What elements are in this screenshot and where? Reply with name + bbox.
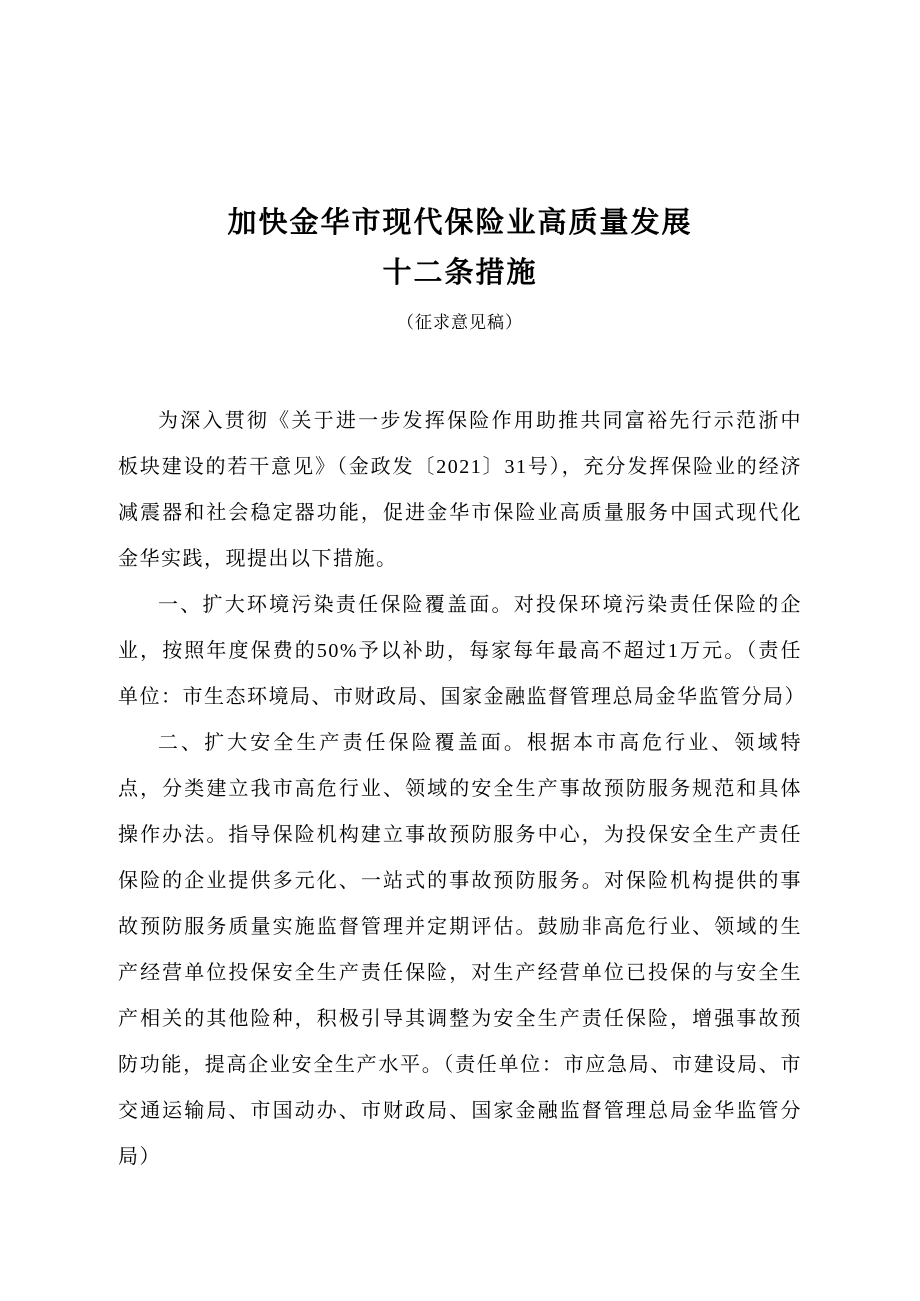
- paragraph-measure-2: 二、扩大安全生产责任保险覆盖面。根据本市高危行业、领域特点，分类建立我市高危行业、领域的安全生产事故预防服务规范和具体操作办法。指导保险机构建立事故预防服务中心，为投保安全生产责任保险的企业提供多元化、一站式的事故预防服务。对保险机构提供的事故预防服务质量实施监督管理并定期评估。鼓励非高危行业、领域的生产经营单位投保安全生产责任保险，对生产经营单位已投保的与安全生产相关的其他险种，积极引导其调整为安全生产责任保险，增强事故预防功能，提高企业安全生产水平。（责任单位：市应急局、市建设局、市交通运输局、市国动办、市财政局、国家金融监督管理总局金华监管分局）: [118, 732, 802, 1168]
- document-body: [118, 398, 806, 1180]
- document-title-line1: 加快金华市现代保险业高质量发展: [227, 207, 693, 239]
- document-title-line2: 十二条措施: [382, 257, 538, 289]
- paragraph-intro: 为深入贯彻《关于进一步发挥保险作用助推共同富裕先行示范浙中板块建设的若干意见》（金政发〔2021〕31号），充分发挥保险业的经济减震器和社会稳定器功能，促进金华市保险业高质量服务中国式现代化金华实践，现提出以下措施。: [118, 410, 802, 570]
- paragraph-measure-1: 一、扩大环境污染责任保险覆盖面。对投保环境污染责任保险的企业，按照年度保费的50%予以补助，每家每年最高不超过1万元。（责任单位：市生态环境局、市财政局、国家金融监督管理总局金华监管分局）: [118, 594, 806, 708]
- document-subtitle: （征求意见稿）: [397, 313, 523, 332]
- document-title: [118, 198, 802, 298]
